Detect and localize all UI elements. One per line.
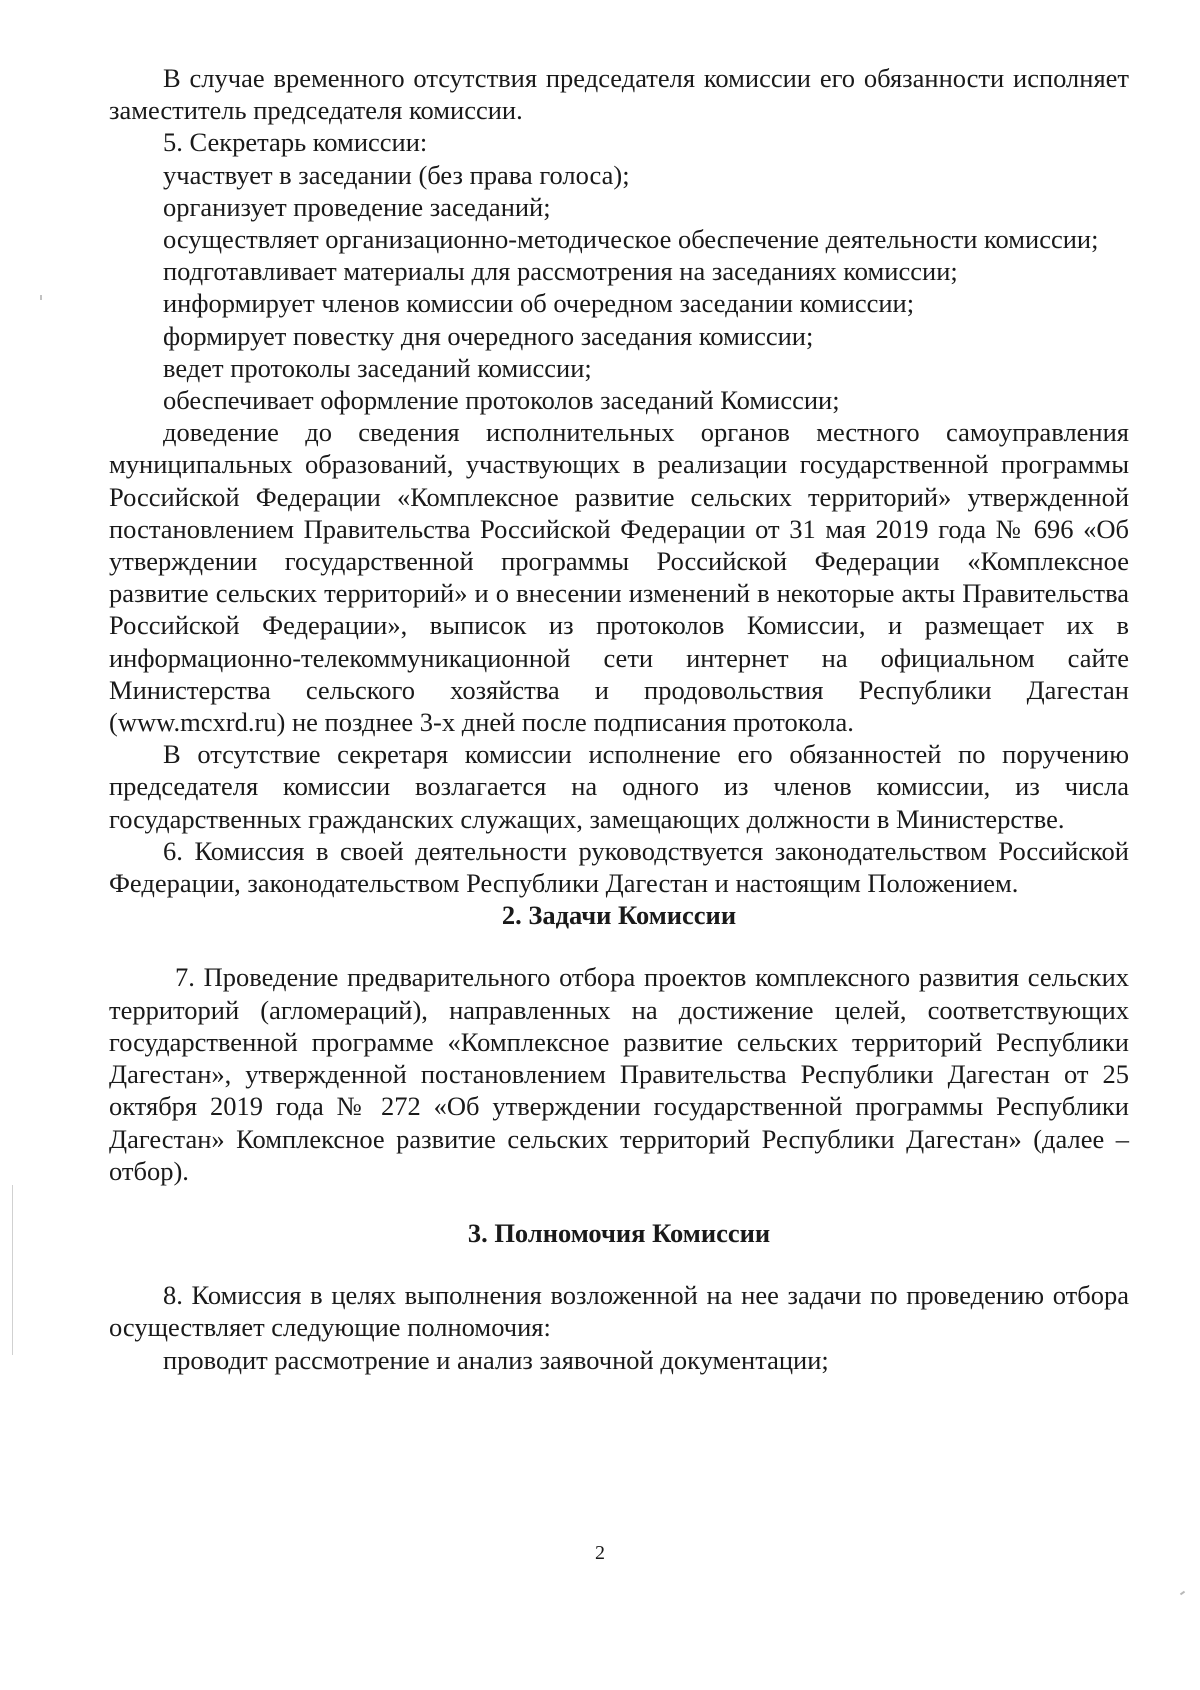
page-number: 2 xyxy=(595,1542,605,1564)
section-gap xyxy=(109,931,1129,961)
scan-artifact-right-mark xyxy=(1180,1591,1185,1596)
duty-notification: доведение до сведения исполнительных органов местного самоуправления муниципальных образований, участвующих в реализации государственной программы Российской Федерации «Комплексное развитие сельских территорий» утвержденной постановлением Правительства Российской Федерации от 31 мая 2019 года № 696 «Об утверждении государственной программы Российской Федерации «Комплексное развитие сельских территорий» и о внесении изменений в некоторые акты Правительства Российской Федерации», выписок из протоколов Комиссии, и размещает их в информационно-телекоммуникационной сети интернет на официальном сайте Министерства сельского хозяйства и продовольствия Республики Дагестан (www.mcxrd.ru) не позднее 3-х дней после подписания протокола. xyxy=(109,417,1129,738)
duty-keeps-minutes: ведет протоколы заседаний комиссии; xyxy=(163,352,592,383)
duty-participates: участвует в заседании (без права голоса); xyxy=(163,159,630,190)
paragraph-6-legislation: 6. Комиссия в своей деятельности руководствуется законодательством Российской Федерации, законодательством Республики Дагестан и настоящим Положением. xyxy=(109,835,1129,899)
scan-artifact-left-dot xyxy=(40,295,42,300)
document-page xyxy=(109,62,1129,1376)
paragraph-secretary-heading: 5. Секретарь комиссии: xyxy=(163,127,428,158)
power-reviews-applications: проводит рассмотрение и анализ заявочной документации; xyxy=(163,1344,829,1375)
section-gap xyxy=(109,1249,1129,1279)
duty-organizes: организует проведение заседаний; xyxy=(163,191,551,222)
duty-prepares-materials: подготавливает материалы для рассмотрения на заседаниях комиссии; xyxy=(163,256,958,287)
duty-informs-members: информирует членов комиссии об очередном заседании комиссии; xyxy=(163,288,915,319)
scan-artifact-left-line xyxy=(12,1185,13,1355)
paragraph-8-powers: 8. Комиссия в целях выполнения возложенной на нее задачи по проведению отбора осуществляет следующие полномочия: xyxy=(109,1280,1129,1343)
paragraph-chairman-absence: В случае временного отсутствия председателя комиссии его обязанности исполняет заместитель председателя комиссии. xyxy=(109,63,1129,126)
paragraph-7-selection: 7. Проведение предварительного отбора проектов комплексного развития сельских территорий (агломераций), направленных на достижение целей, соответствующих государственной программе «Комплексное развитие сельских территорий Республики Дагестан», утвержденной постановлением Правительства Республики Дагестан от 25 октября 2019 года № 272 «Об утверждении государственной программы Республики Дагестан» Комплексное развитие сельских территорий Республики Дагестан» (далее – отбор). xyxy=(109,962,1129,1186)
section-gap xyxy=(109,1187,1129,1217)
section-2-heading: 2. Задачи Комиссии xyxy=(501,900,737,931)
duty-methodical-support: осуществляет организационно-методическое обеспечение деятельности комиссии; xyxy=(163,224,1099,255)
duty-forms-agenda: формирует повестку дня очередного заседания комиссии; xyxy=(163,320,814,351)
section-3-heading: 3. Полномочия Комиссии xyxy=(467,1217,771,1248)
duty-minutes-formatting: обеспечивает оформление протоколов заседаний Комиссии; xyxy=(163,385,840,416)
paragraph-secretary-absence: В отсутствие секретаря комиссии исполнение его обязанностей по поручению председателя комиссии возлагается на одного из членов комиссии, из числа государственных гражданских служащих, замещающих должности в Министерстве. xyxy=(109,739,1129,834)
